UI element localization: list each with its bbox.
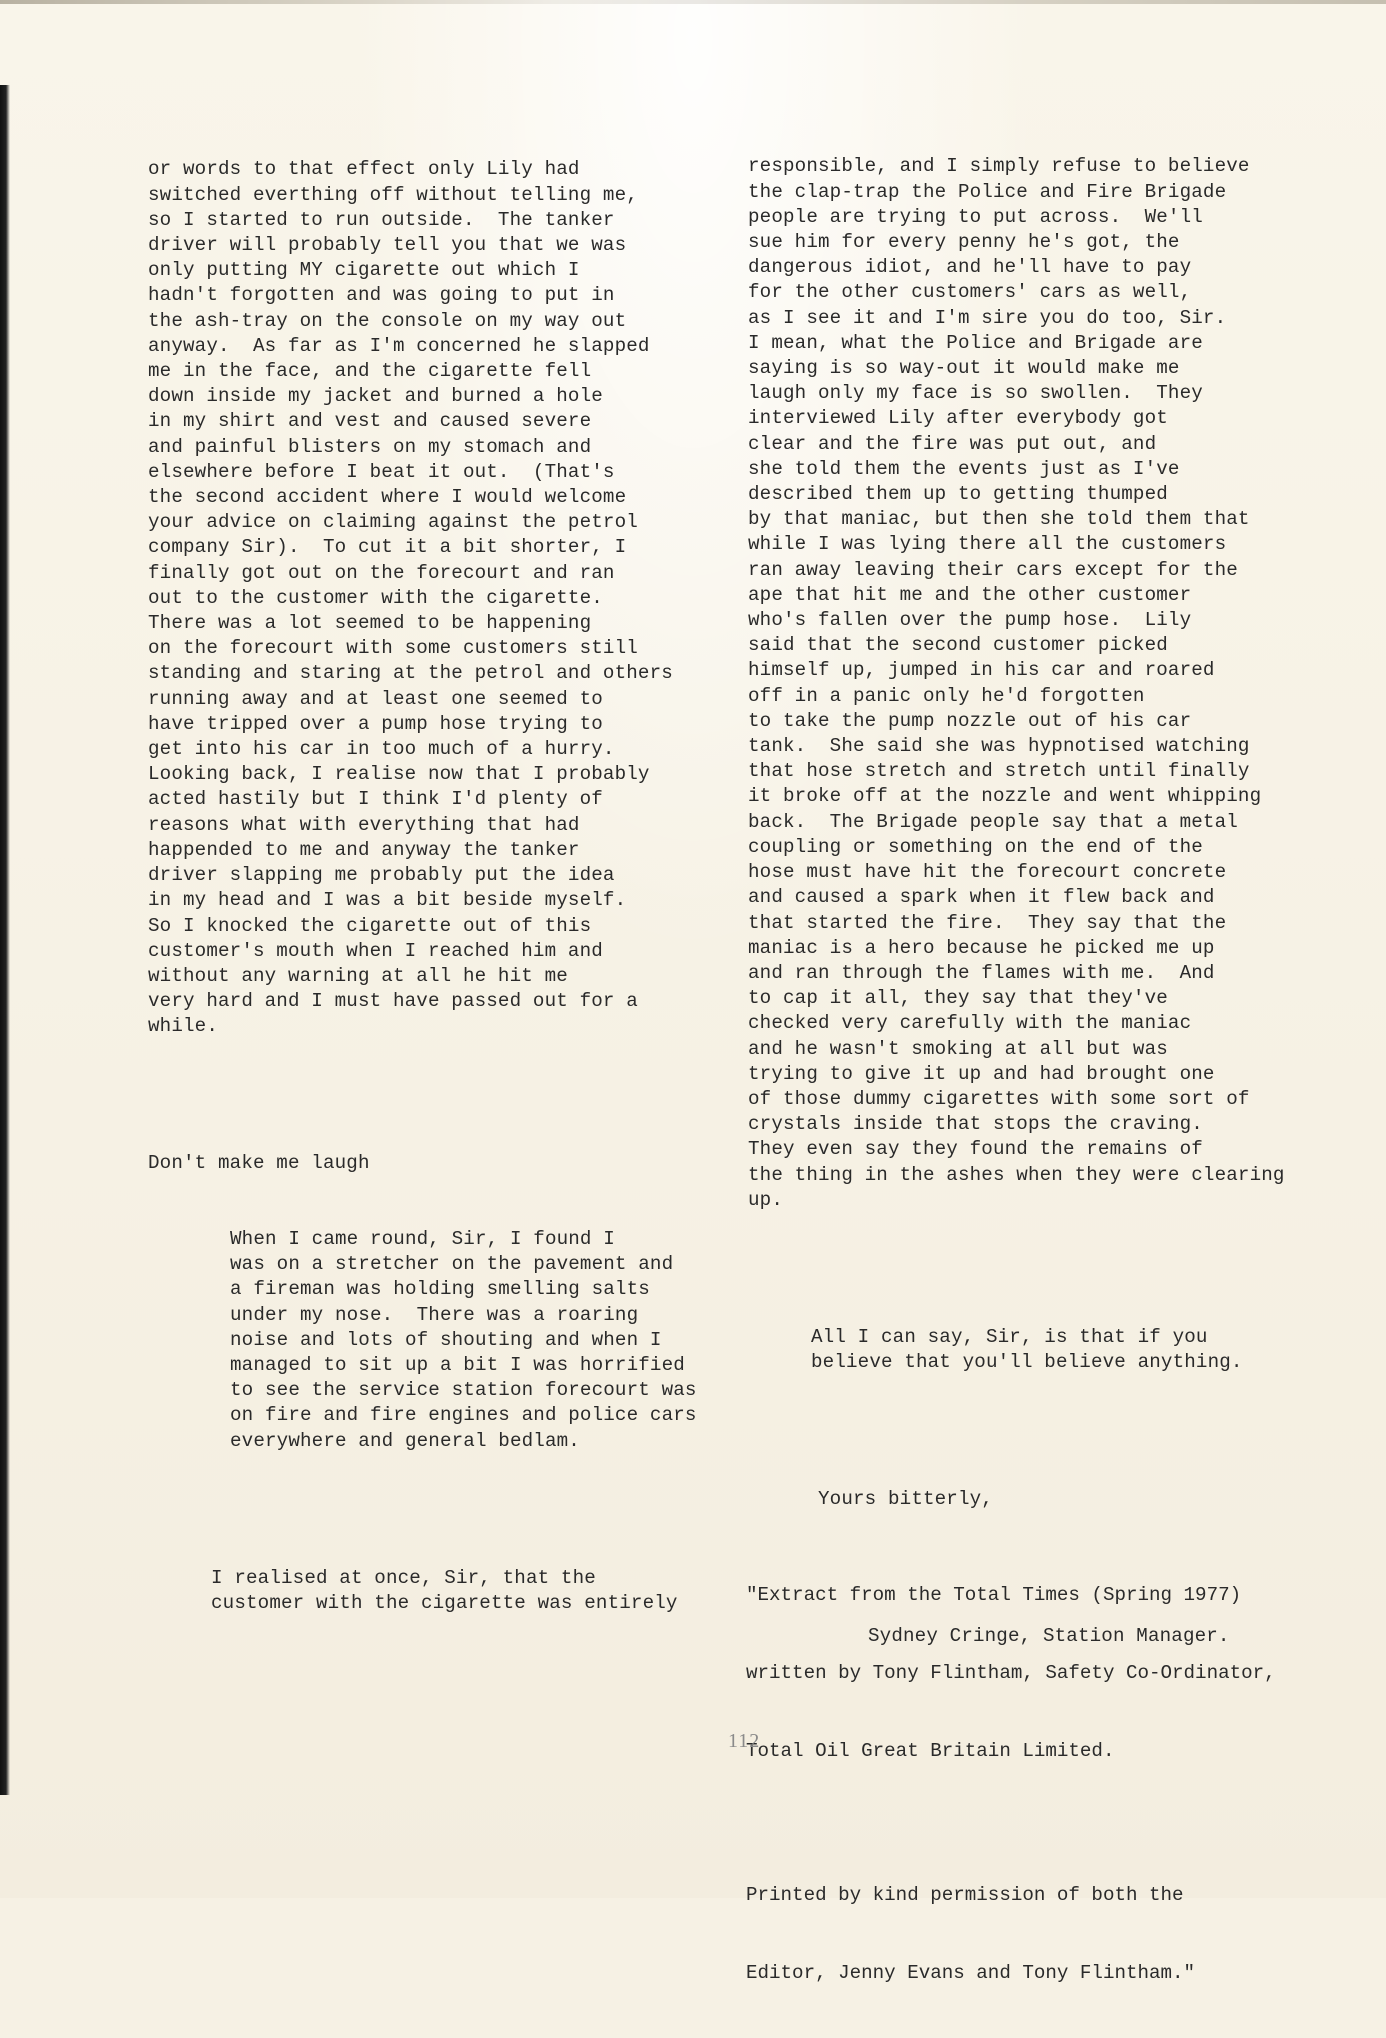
text-line: crystals inside that stops the craving. xyxy=(748,1113,1203,1136)
text-line: that hose stretch and stretch until finally xyxy=(748,760,1250,783)
text-line: tank. She said she was hypnotised watching xyxy=(748,735,1250,758)
text-line: There was a lot seemed to be happening xyxy=(148,612,592,635)
text-line: and he wasn't smoking at all but was xyxy=(748,1037,1168,1060)
text-line: checked very carefully with the maniac xyxy=(748,1012,1192,1035)
text-line: ape that hit me and the other customer xyxy=(748,583,1192,606)
text-line: elsewhere before I beat it out. (That's xyxy=(148,460,615,483)
text-line: of those dummy cigarettes with some sort of xyxy=(748,1087,1250,1110)
text-line: saying is so way-out it would make me xyxy=(748,357,1180,380)
text-line: to cap it all, they say that they've xyxy=(748,987,1168,1010)
text-line: while. xyxy=(148,1015,218,1038)
text-line: reasons what with everything that had xyxy=(148,813,580,836)
text-line: get into his car in too much of a hurry. xyxy=(148,738,615,761)
text-line: in my head and I was a bit beside myself. xyxy=(148,889,627,912)
text-line: have tripped over a pump hose trying to xyxy=(148,712,603,735)
text-line: people are trying to put across. We'll xyxy=(748,205,1203,228)
credits-block xyxy=(746,1530,1276,2038)
text-line: So I knocked the cigarette out of this xyxy=(148,914,592,937)
text-line: on the forecourt with some customers still xyxy=(148,637,638,660)
text-line: described them up to getting thumped xyxy=(748,483,1168,506)
credits-line: "Extract from the Total Times (Spring 1977) xyxy=(746,1584,1242,1606)
text-line: coupling or something on the end of the xyxy=(748,835,1203,858)
text-line: it broke off at the nozzle and went whipping xyxy=(748,785,1262,808)
text-line: and caused a spark when it flew back and xyxy=(748,886,1215,909)
text-line: or words to that effect only Lily had xyxy=(148,158,580,181)
right-column xyxy=(748,104,1285,1700)
text-line: the clap-trap the Police and Fire Brigade xyxy=(748,180,1227,203)
text-line: switched everthing off without telling me, xyxy=(148,183,638,206)
text-line: as I see it and I'm sire you do too, Sir. xyxy=(748,306,1227,329)
text-line: up. xyxy=(748,1188,783,1211)
credits-line: written by Tony Flintham, Safety Co-Ordinator, xyxy=(746,1662,1276,1684)
text-line: your advice on claiming against the petrol xyxy=(148,511,638,534)
right-paragraph-1 xyxy=(748,154,1285,1213)
text-line: running away and at least one seemed to xyxy=(148,687,603,710)
text-line: down inside my jacket and burned a hole xyxy=(148,385,603,408)
text-line: dangerous idiot, and he'll have to pay xyxy=(748,256,1192,279)
text-line: finally got out on the forecourt and ran xyxy=(148,561,615,584)
scan-edge-line xyxy=(0,0,1386,4)
text-line: I realised at once, Sir, that the xyxy=(211,1566,596,1589)
text-line: interviewed Lily after everybody got xyxy=(748,407,1168,430)
text-line: maniac is a hero because he picked me up xyxy=(748,936,1215,959)
text-line: clear and the fire was put out, and xyxy=(748,432,1157,455)
text-line: hose must have hit the forecourt concrete xyxy=(748,861,1227,884)
signature: Sydney Cringe, Station Manager. xyxy=(868,1624,1230,1647)
text-line: and painful blisters on my stomach and xyxy=(148,435,592,458)
text-line: without any warning at all he hit me xyxy=(148,964,568,987)
text-line: All I can say, Sir, is that if you xyxy=(811,1325,1208,1348)
text-line: under my nose. There was a roaring xyxy=(230,1303,639,1326)
text-line: by that maniac, but then she told them that xyxy=(748,508,1250,531)
left-column xyxy=(148,107,697,1666)
text-line: ran away leaving their cars except for the xyxy=(748,558,1238,581)
text-line: out to the customer with the cigarette. xyxy=(148,586,603,609)
text-line: a fireman was holding smelling salts xyxy=(230,1278,650,1301)
text-line: laugh only my face is so swollen. They xyxy=(748,382,1203,405)
text-line: anyway. As far as I'm concerned he slapped xyxy=(148,334,650,357)
credits-line: Editor, Jenny Evans and Tony Flintham." xyxy=(746,1962,1196,1984)
text-line: very hard and I must have passed out for a xyxy=(148,990,638,1013)
credits-line: Total Oil Great Britain Limited. xyxy=(746,1740,1115,1762)
text-line: to see the service station forecourt was xyxy=(230,1379,697,1402)
text-line: in my shirt and vest and caused severe xyxy=(148,410,592,433)
text-line: said that the second customer picked xyxy=(748,634,1168,657)
left-paragraph-2 xyxy=(148,1227,697,1454)
text-line: so I started to run outside. The tanker xyxy=(148,208,615,231)
text-line: off in a panic only he'd forgotten xyxy=(748,684,1145,707)
text-line: company Sir). To cut it a bit shorter, I xyxy=(148,536,627,559)
text-line: everywhere and general bedlam. xyxy=(230,1429,580,1452)
text-line: acted hastily but I think I'd plenty of xyxy=(148,788,603,811)
text-line: for the other customers' cars as well, xyxy=(748,281,1192,304)
text-line: was on a stretcher on the pavement and xyxy=(230,1253,674,1276)
text-line: customer with the cigarette was entirely xyxy=(211,1591,678,1614)
text-line: sue him for every penny he's got, the xyxy=(748,231,1180,254)
text-line: They even say they found the remains of xyxy=(748,1138,1203,1161)
text-line: while I was lying there all the customers xyxy=(748,533,1227,556)
text-line: responsible, and I simply refuse to believe xyxy=(748,155,1250,178)
text-line: happended to me and anyway the tanker xyxy=(148,838,580,861)
text-line: managed to sit up a bit I was horrified xyxy=(230,1353,685,1376)
text-line: the second accident where I would welcome xyxy=(148,486,627,509)
text-line: on fire and fire engines and police cars xyxy=(230,1404,697,1427)
text-line: standing and staring at the petrol and others xyxy=(148,662,673,685)
text-line: Looking back, I realise now that I probably xyxy=(148,763,650,786)
text-line: the ash-tray on the console on my way out xyxy=(148,309,627,332)
section-heading: Don't make me laugh xyxy=(148,1152,370,1175)
binding-shadow xyxy=(0,85,10,1795)
text-line: and ran through the flames with me. And xyxy=(748,961,1215,984)
text-line: When I came round, Sir, I found I xyxy=(230,1227,615,1250)
text-line: hadn't forgotten and was going to put in xyxy=(148,284,615,307)
text-line: noise and lots of shouting and when I xyxy=(230,1328,662,1351)
text-line: she told them the events just as I've xyxy=(748,457,1180,480)
text-line: customer's mouth when I reached him and xyxy=(148,939,603,962)
text-line: me in the face, and the cigarette fell xyxy=(148,360,592,383)
left-paragraph-3 xyxy=(148,1566,697,1616)
text-line: trying to give it up and had brought one xyxy=(748,1062,1215,1085)
text-line: believe that you'll believe anything. xyxy=(811,1350,1243,1373)
text-line: only putting MY cigarette out which I xyxy=(148,259,580,282)
text-line: I mean, what the Police and Brigade are xyxy=(748,331,1203,354)
text-line: the thing in the ashes when they were clearing xyxy=(748,1163,1285,1186)
text-line: to take the pump nozzle out of his car xyxy=(748,709,1192,732)
text-line: driver slapping me probably put the idea xyxy=(148,864,615,887)
right-paragraph-2 xyxy=(748,1325,1285,1375)
page-number: 112 xyxy=(728,1730,761,1752)
text-line: back. The Brigade people say that a metal xyxy=(748,810,1238,833)
credits-line: Printed by kind permission of both the xyxy=(746,1884,1184,1906)
text-line: driver will probably tell you that we was xyxy=(148,234,627,257)
left-paragraph-1 xyxy=(148,157,697,1039)
text-line: himself up, jumped in his car and roared xyxy=(748,659,1215,682)
closing-line: Yours bitterly, xyxy=(818,1487,993,1510)
text-line: that started the fire. They say that the xyxy=(748,911,1227,934)
text-line: who's fallen over the pump hose. Lily xyxy=(748,609,1192,632)
